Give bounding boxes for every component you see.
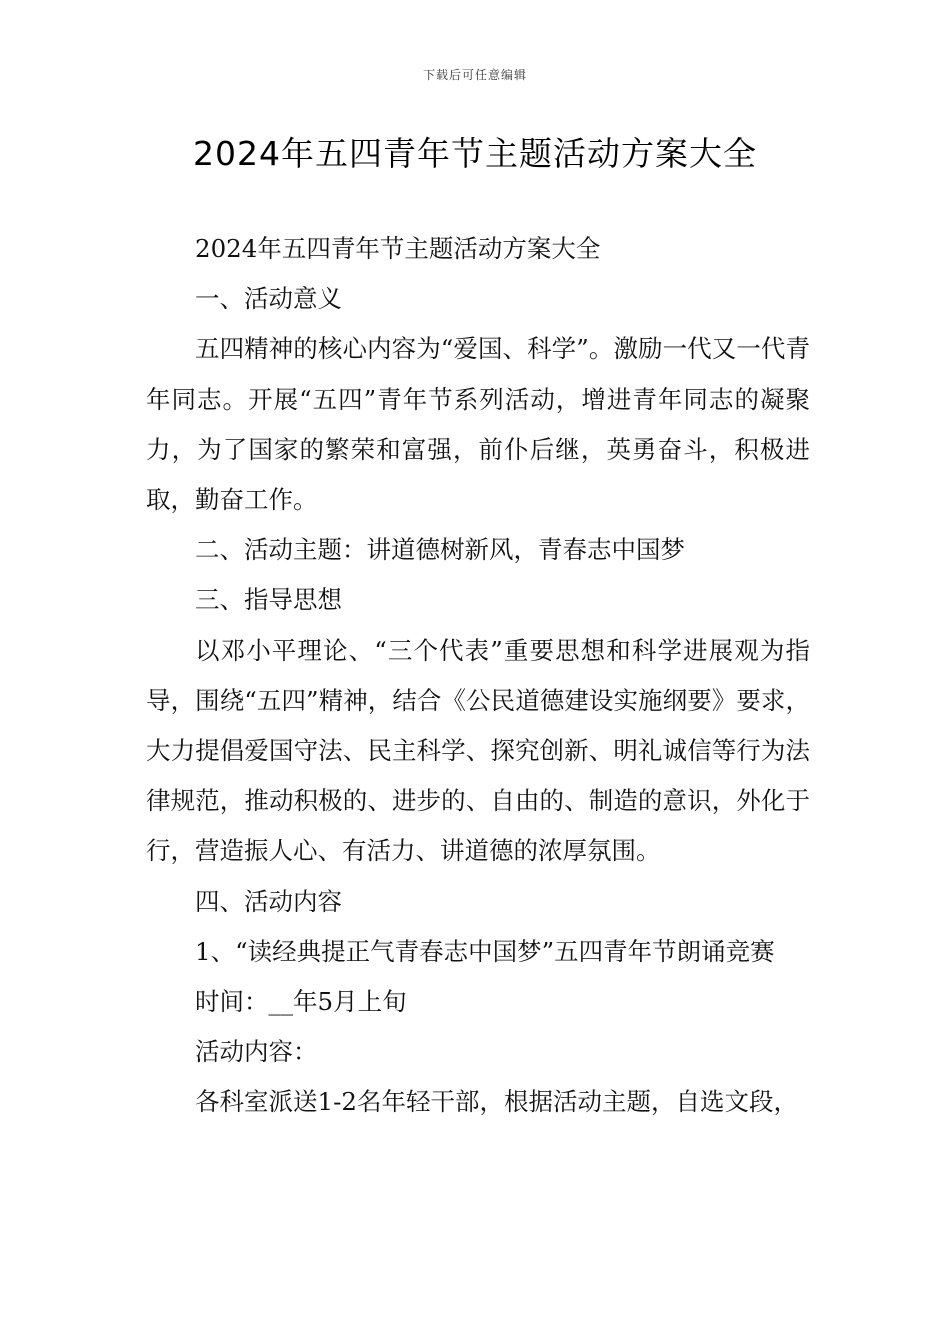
paragraph-activity-content: 各科室派送1-2名年轻干部，根据活动主题，自选文段，: [195, 1087, 798, 1117]
section-heading-guiding-thought: 三、指导思想: [195, 585, 342, 615]
section-heading-significance: 一、活动意义: [195, 284, 342, 314]
paragraph-significance: 五四精神的核心内容为“爱国、科学”。激励一代又一代青年同志。开展“五四”青年节系列活动，增进青年同志的凝聚力，为了国家的繁荣和富强，前仆后继，英勇奋斗，积极进取，勤奋工作。: [146, 334, 810, 515]
document-title: 2024年五四青年节主题活动方案大全: [193, 134, 757, 173]
section-heading-theme: 二、活动主题：讲道德树新风，青春志中国梦: [195, 535, 685, 565]
header-note: 下载后可任意编辑: [422, 68, 527, 82]
paragraph-guiding-thought: 以邓小平理论、“三个代表”重要思想和科学进展观为指导，围绕“五四”精神，结合《公民道德建设实施纲要》要求，大力提倡爱国守法、民主科学、探究创新、明礼诚信等行为法律规范，推动积极的、进步的、自由的、制造的意识，外化于行，营造振人心、有活力、讲道德的浓厚氛围。: [146, 635, 810, 866]
document-body: [146, 224, 810, 1128]
paragraph-activity-content-label: 活动内容：: [195, 1037, 318, 1067]
paragraph-activity-item-1: 1、“读经典提正气青春志中国梦”五四青年节朗诵竞赛: [195, 936, 775, 966]
paragraph-activity-time: 时间：__年5月上旬: [195, 987, 407, 1017]
section-heading-content: 四、活动内容: [195, 886, 342, 916]
paragraph-subtitle: 2024年五四青年节主题活动方案大全: [195, 234, 601, 263]
